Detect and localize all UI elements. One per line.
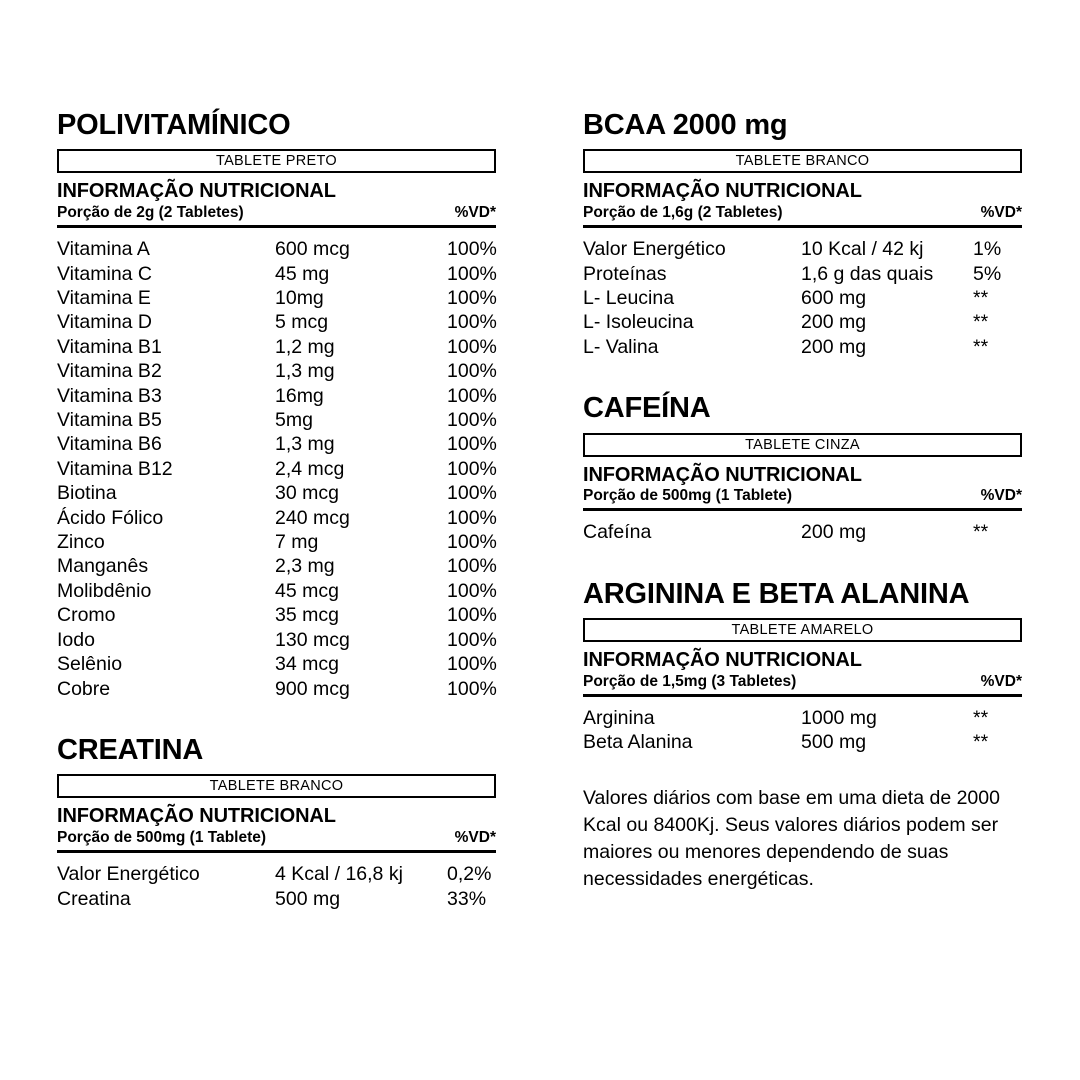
nutrient-daily-value: 100% bbox=[447, 555, 497, 578]
info-nutricional-heading: INFORMAÇÃO NUTRICIONAL bbox=[57, 805, 336, 828]
nutrient-rows bbox=[583, 706, 1022, 755]
nutrient-row bbox=[57, 862, 496, 886]
panel-cafeina bbox=[583, 393, 1022, 545]
nutrient-row bbox=[57, 677, 496, 701]
nutrient-amount: 45 mg bbox=[275, 262, 330, 285]
nutrient-name: Vitamina B2 bbox=[57, 360, 162, 383]
nutrient-amount: 2,4 mcg bbox=[275, 457, 345, 480]
portion-row bbox=[583, 203, 1022, 225]
portion-label: Porção de 500mg (1 Tablete) bbox=[583, 487, 793, 505]
nutrient-row bbox=[583, 286, 1022, 310]
portion-label: Porção de 1,6g (2 Tabletes) bbox=[583, 203, 783, 221]
nutrient-row bbox=[57, 237, 496, 261]
vd-header: %VD* bbox=[980, 672, 1022, 690]
nutrient-row bbox=[583, 730, 1022, 754]
portion-row bbox=[57, 828, 496, 850]
nutrient-name: Vitamina D bbox=[57, 311, 153, 334]
nutrient-daily-value: 100% bbox=[447, 506, 497, 529]
nutrient-name: Selênio bbox=[57, 653, 123, 676]
header-rule bbox=[583, 508, 1022, 511]
nutrient-row bbox=[583, 706, 1022, 730]
nutrient-amount: 10mg bbox=[275, 287, 324, 310]
nutrient-daily-value: 100% bbox=[447, 433, 497, 456]
nutrient-amount: 600 mg bbox=[801, 287, 867, 310]
nutrient-name: Vitamina B6 bbox=[57, 433, 162, 456]
header-rule bbox=[57, 850, 496, 853]
panel-arginina-beta-alanina bbox=[583, 579, 1022, 755]
panel-title: CAFEÍNA bbox=[583, 392, 711, 425]
nutrient-daily-value: ** bbox=[973, 521, 989, 544]
tablet-type-box: TABLETE BRANCO bbox=[57, 774, 496, 798]
nutrient-name: Vitamina B1 bbox=[57, 335, 162, 358]
nutrient-amount: 130 mcg bbox=[275, 628, 350, 651]
portion-row bbox=[583, 672, 1022, 694]
nutrient-row bbox=[583, 520, 1022, 544]
nutrient-amount: 4 Kcal / 16,8 kj bbox=[275, 863, 403, 886]
nutrient-row bbox=[57, 554, 496, 578]
nutrient-amount: 7 mg bbox=[275, 531, 319, 554]
nutrient-daily-value: 0,2% bbox=[447, 863, 492, 886]
nutrient-amount: 1,3 mg bbox=[275, 360, 335, 383]
nutrient-row bbox=[57, 579, 496, 603]
nutrient-daily-value: 100% bbox=[447, 457, 497, 480]
vd-header: %VD* bbox=[454, 203, 496, 221]
left-column bbox=[57, 110, 496, 911]
panel-title: CREATINA bbox=[57, 733, 204, 766]
nutrient-amount: 1,6 g das quais bbox=[801, 262, 934, 285]
info-nutricional-heading: INFORMAÇÃO NUTRICIONAL bbox=[57, 180, 336, 203]
header-rule bbox=[57, 225, 496, 228]
info-nutricional-heading: INFORMAÇÃO NUTRICIONAL bbox=[583, 463, 862, 486]
nutrient-row bbox=[57, 432, 496, 456]
nutrient-amount: 200 mg bbox=[801, 521, 867, 544]
nutrient-amount: 200 mg bbox=[801, 311, 867, 334]
nutrient-name: Cafeína bbox=[583, 521, 652, 544]
nutrient-name: Vitamina C bbox=[57, 262, 153, 285]
nutrient-row bbox=[57, 408, 496, 432]
nutrient-name: Iodo bbox=[57, 628, 95, 651]
nutrient-amount: 900 mcg bbox=[275, 677, 350, 700]
nutrient-daily-value: 100% bbox=[447, 360, 497, 383]
portion-label: Porção de 1,5mg (3 Tabletes) bbox=[583, 672, 797, 690]
nutrient-daily-value: 100% bbox=[447, 384, 497, 407]
nutrient-rows bbox=[57, 862, 496, 911]
nutrient-daily-value: 100% bbox=[447, 677, 497, 700]
nutrient-amount: 35 mcg bbox=[275, 604, 339, 627]
nutrient-row bbox=[57, 887, 496, 911]
nutrient-row bbox=[57, 530, 496, 554]
nutrient-rows bbox=[583, 520, 1022, 544]
panel-columns bbox=[57, 110, 1022, 912]
nutrient-row bbox=[57, 310, 496, 334]
panel-title: BCAA 2000 mg bbox=[583, 109, 788, 141]
vd-header: %VD* bbox=[980, 487, 1022, 505]
nutrient-amount: 16mg bbox=[275, 384, 324, 407]
vd-header: %VD* bbox=[980, 203, 1022, 221]
nutrient-daily-value: 100% bbox=[447, 628, 497, 651]
nutrient-daily-value: ** bbox=[973, 707, 989, 730]
nutrient-amount: 1,2 mg bbox=[275, 335, 335, 358]
nutrient-name: Vitamina B5 bbox=[57, 409, 162, 432]
nutrient-daily-value: 1% bbox=[973, 238, 1002, 261]
nutrient-daily-value: ** bbox=[973, 287, 989, 310]
nutrient-amount: 30 mcg bbox=[275, 482, 339, 505]
info-nutricional-heading: INFORMAÇÃO NUTRICIONAL bbox=[583, 649, 862, 672]
header-rule bbox=[583, 694, 1022, 697]
daily-values-footnote: Valores diários com base em uma dieta de 2000 Kcal ou 8400Kj. Seus valores diários podem ser maiores ou menores dependendo de suas necessidades energéticas. bbox=[583, 786, 1000, 890]
tablet-type-box: TABLETE AMARELO bbox=[583, 618, 1022, 642]
nutrient-daily-value: ** bbox=[973, 731, 989, 754]
nutrient-row bbox=[57, 506, 496, 530]
panel-creatina bbox=[57, 735, 496, 911]
nutrient-daily-value: 100% bbox=[447, 409, 497, 432]
nutrient-name: Zinco bbox=[57, 531, 105, 554]
nutrient-amount: 1,3 mg bbox=[275, 433, 335, 456]
nutrient-name: Valor Energético bbox=[583, 238, 726, 261]
nutrient-row bbox=[57, 359, 496, 383]
nutrient-daily-value: 100% bbox=[447, 287, 497, 310]
nutrient-name: Ácido Fólico bbox=[57, 506, 164, 529]
nutrient-amount: 200 mg bbox=[801, 335, 867, 358]
nutrient-daily-value: ** bbox=[973, 335, 989, 358]
nutrient-row bbox=[57, 628, 496, 652]
nutrient-name: L- Valina bbox=[583, 335, 659, 358]
nutrient-daily-value: 100% bbox=[447, 311, 497, 334]
nutrient-name: Manganês bbox=[57, 555, 149, 578]
nutrient-amount: 240 mcg bbox=[275, 506, 350, 529]
nutrient-amount: 10 Kcal / 42 kj bbox=[801, 238, 924, 261]
nutrient-rows bbox=[57, 237, 496, 701]
nutrient-amount: 2,3 mg bbox=[275, 555, 335, 578]
nutrient-daily-value: 100% bbox=[447, 238, 497, 261]
nutrient-daily-value: 100% bbox=[447, 653, 497, 676]
panel-title: POLIVITAMÍNICO bbox=[57, 109, 291, 141]
vd-header: %VD* bbox=[454, 828, 496, 846]
nutrient-name: Creatina bbox=[57, 887, 131, 910]
nutrient-name: L- Isoleucina bbox=[583, 311, 694, 334]
nutrient-amount: 5mg bbox=[275, 409, 313, 432]
panel-polivitaminico bbox=[57, 110, 496, 701]
nutrient-row bbox=[57, 603, 496, 627]
nutrient-row bbox=[57, 262, 496, 286]
nutrient-daily-value: 5% bbox=[973, 262, 1002, 285]
nutrient-name: Cobre bbox=[57, 677, 111, 700]
nutrient-amount: 500 mg bbox=[275, 887, 341, 910]
nutrient-daily-value: 33% bbox=[447, 887, 487, 910]
nutrient-row bbox=[57, 481, 496, 505]
nutrient-row bbox=[583, 262, 1022, 286]
nutrient-name: Biotina bbox=[57, 482, 117, 505]
nutrient-row bbox=[583, 335, 1022, 359]
nutrient-rows bbox=[583, 237, 1022, 359]
nutrient-daily-value: ** bbox=[973, 311, 989, 334]
tablet-type-box: TABLETE PRETO bbox=[57, 149, 496, 173]
nutrient-amount: 500 mg bbox=[801, 731, 867, 754]
nutrient-row bbox=[583, 310, 1022, 334]
nutrient-name: Proteínas bbox=[583, 262, 667, 285]
nutrient-name: L- Leucina bbox=[583, 287, 675, 310]
nutrient-row bbox=[57, 652, 496, 676]
panel-bcaa bbox=[583, 110, 1022, 359]
nutrient-amount: 1000 mg bbox=[801, 707, 877, 730]
panel-title: ARGININA E BETA ALANINA bbox=[583, 577, 970, 610]
nutrient-row bbox=[57, 286, 496, 310]
nutrient-name: Vitamina E bbox=[57, 287, 151, 310]
nutrient-row bbox=[583, 237, 1022, 261]
nutrient-amount: 34 mcg bbox=[275, 653, 339, 676]
header-rule bbox=[583, 225, 1022, 228]
nutrient-name: Vitamina B3 bbox=[57, 384, 162, 407]
info-nutricional-heading: INFORMAÇÃO NUTRICIONAL bbox=[583, 180, 862, 203]
nutrient-name: Vitamina A bbox=[57, 238, 150, 261]
portion-label: Porção de 500mg (1 Tablete) bbox=[57, 828, 267, 846]
nutrient-amount: 45 mcg bbox=[275, 579, 339, 602]
nutrient-name: Cromo bbox=[57, 604, 116, 627]
nutrient-row bbox=[57, 335, 496, 359]
nutrient-daily-value: 100% bbox=[447, 604, 497, 627]
nutrient-amount: 600 mcg bbox=[275, 238, 350, 261]
portion-row bbox=[57, 203, 496, 225]
right-column bbox=[583, 110, 1022, 912]
portion-row bbox=[583, 486, 1022, 508]
nutrient-name: Arginina bbox=[583, 707, 655, 730]
nutrient-name: Valor Energético bbox=[57, 863, 200, 886]
tablet-type-box: TABLETE BRANCO bbox=[583, 149, 1022, 173]
nutrient-daily-value: 100% bbox=[447, 262, 497, 285]
tablet-type-box: TABLETE CINZA bbox=[583, 433, 1022, 457]
nutrient-name: Molibdênio bbox=[57, 579, 152, 602]
nutrient-row bbox=[57, 457, 496, 481]
nutrient-daily-value: 100% bbox=[447, 579, 497, 602]
nutrient-name: Vitamina B12 bbox=[57, 457, 173, 480]
nutrient-row bbox=[57, 384, 496, 408]
nutrient-daily-value: 100% bbox=[447, 482, 497, 505]
nutrient-amount: 5 mcg bbox=[275, 311, 329, 334]
nutrient-daily-value: 100% bbox=[447, 531, 497, 554]
nutrient-name: Beta Alanina bbox=[583, 731, 693, 754]
portion-label: Porção de 2g (2 Tabletes) bbox=[57, 203, 244, 221]
nutrient-daily-value: 100% bbox=[447, 335, 497, 358]
